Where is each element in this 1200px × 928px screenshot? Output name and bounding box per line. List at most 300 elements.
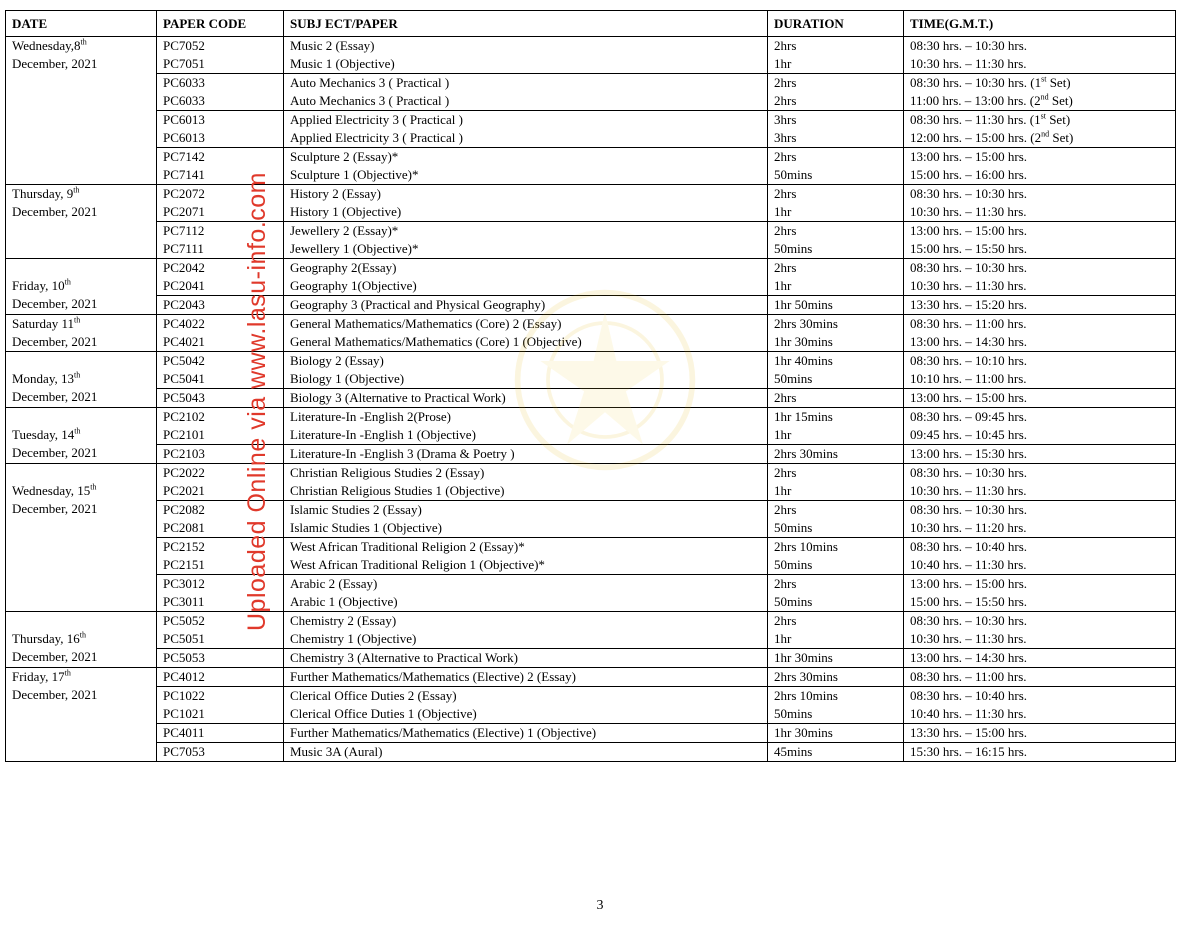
paper-code: PC2103 — [163, 446, 205, 461]
duration-value: 2hrs — [774, 223, 797, 238]
duration-cell — [768, 37, 904, 74]
paper-code: PC3011 — [163, 594, 205, 609]
time-text: 13:30 hrs. – 15:00 hrs. — [910, 725, 1027, 740]
duration-cell — [768, 74, 904, 111]
duration-value: 3hrs — [774, 130, 797, 145]
date-cell — [6, 668, 157, 762]
time-cell — [904, 743, 1176, 762]
duration-value: 50mins — [774, 520, 813, 535]
time-cell — [904, 389, 1176, 408]
time-range — [910, 575, 1169, 593]
subject-cell — [284, 74, 768, 111]
date-cell — [6, 37, 157, 185]
paper-code-cell — [157, 687, 284, 724]
duration-value: 45mins — [774, 744, 813, 759]
paper-code: PC6013 — [163, 130, 205, 145]
date-month-year: December, 2021 — [12, 296, 98, 311]
subject-name: Auto Mechanics 3 ( Practical ) — [290, 75, 450, 90]
subject-name: Christian Religious Studies 1 (Objective) — [290, 483, 505, 498]
duration-value: 2hrs — [774, 38, 797, 53]
duration-cell — [768, 315, 904, 352]
duration-cell — [768, 464, 904, 501]
subject-name: Music 1 (Objective) — [290, 56, 395, 71]
paper-code: PC2081 — [163, 520, 205, 535]
time-text: 09:45 hrs. – 10:45 hrs. — [910, 427, 1027, 442]
date-ordinal: th — [74, 370, 81, 380]
time-cell — [904, 724, 1176, 743]
duration-cell — [768, 222, 904, 259]
duration-cell — [768, 445, 904, 464]
date-cell — [6, 315, 157, 352]
date-weekday — [12, 426, 150, 444]
subject-name: Islamic Studies 2 (Essay) — [290, 502, 422, 517]
duration-cell — [768, 185, 904, 222]
set-ordinal: nd — [1040, 92, 1049, 102]
paper-code: PC2071 — [163, 204, 205, 219]
header-row — [6, 11, 1176, 37]
date-weekday — [12, 277, 150, 295]
table-row — [6, 612, 1176, 649]
duration-value: 2hrs — [774, 390, 797, 405]
duration-cell — [768, 575, 904, 612]
council-logo-watermark — [510, 285, 700, 475]
time-range — [910, 166, 1169, 184]
time-text: 08:30 hrs. – 10:40 hrs. — [910, 688, 1027, 703]
paper-code: PC2152 — [163, 539, 205, 554]
date-weekday — [12, 630, 150, 648]
subject-name: Sculpture 1 (Objective)* — [290, 167, 419, 182]
time-text: 13:00 hrs. – 15:00 hrs. — [910, 390, 1027, 405]
duration-value: 2hrs — [774, 576, 797, 591]
date-ordinal: th — [80, 37, 87, 47]
paper-code: PC2021 — [163, 483, 205, 498]
table-row — [6, 222, 1176, 259]
subject-name: Sculpture 2 (Essay)* — [290, 149, 399, 164]
duration-value: 1hr — [774, 631, 792, 646]
duration-value: 1hr — [774, 278, 792, 293]
duration-value: 2hrs — [774, 502, 797, 517]
time-range — [910, 111, 1169, 129]
subject-cell — [284, 612, 768, 649]
date-day: Monday, 13 — [12, 371, 74, 386]
date-ordinal: th — [73, 315, 81, 325]
duration-value: 1hr — [774, 483, 792, 498]
time-text: 08:30 hrs. – 10:30 hrs. — [910, 186, 1027, 201]
time-text: 10:40 hrs. – 11:30 hrs. — [910, 557, 1027, 572]
page-number: 3 — [596, 898, 604, 913]
duration-cell — [768, 668, 904, 687]
date-day: Friday, 10 — [12, 278, 65, 293]
paper-code-cell — [157, 37, 284, 74]
time-range — [910, 612, 1169, 630]
date-cell — [6, 259, 157, 315]
time-range — [910, 408, 1169, 426]
table-row — [6, 575, 1176, 612]
duration-value: 2hrs — [774, 75, 797, 90]
duration-value: 2hrs 30mins — [774, 446, 838, 461]
time-range — [910, 426, 1169, 444]
table-row — [6, 185, 1176, 222]
subject-name: Clerical Office Duties 1 (Objective) — [290, 706, 477, 721]
date-day: Friday, 17 — [12, 669, 65, 684]
time-text: 10:30 hrs. – 11:20 hrs. — [910, 520, 1027, 535]
paper-code: PC7051 — [163, 56, 205, 71]
subject-name: Arabic 1 (Objective) — [290, 594, 398, 609]
duration-value: 2hrs — [774, 260, 797, 275]
paper-code: PC2041 — [163, 278, 205, 293]
subject-cell — [284, 743, 768, 762]
date-month-year: December, 2021 — [12, 501, 98, 516]
time-text: 08:30 hrs. – 11:30 hrs. (1 — [910, 112, 1041, 127]
duration-value: 2hrs — [774, 186, 797, 201]
date-month-year: December, 2021 — [12, 445, 98, 460]
time-cell — [904, 408, 1176, 445]
time-range — [910, 240, 1169, 258]
duration-cell — [768, 501, 904, 538]
time-text: 15:00 hrs. – 16:00 hrs. — [910, 167, 1027, 182]
paper-code: PC7053 — [163, 744, 205, 759]
duration-value: 1hr 30mins — [774, 334, 833, 349]
paper-code: PC5042 — [163, 353, 205, 368]
time-cell — [904, 538, 1176, 575]
subject-name: General Mathematics/Mathematics (Core) 1 (Objective) — [290, 334, 582, 349]
date-month-year: December, 2021 — [12, 334, 98, 349]
time-range — [910, 630, 1169, 648]
time-range — [910, 501, 1169, 519]
subject-name: Christian Religious Studies 2 (Essay) — [290, 465, 485, 480]
date-weekday — [12, 315, 150, 333]
subject-name: Clerical Office Duties 2 (Essay) — [290, 688, 457, 703]
subject-name: Further Mathematics/Mathematics (Elective) 2 (Essay) — [290, 669, 576, 684]
subject-name: Literature-In -English 1 (Objective) — [290, 427, 476, 442]
paper-code: PC7052 — [163, 38, 205, 53]
paper-code: PC5053 — [163, 650, 205, 665]
date-weekday — [12, 482, 150, 500]
time-text: 13:00 hrs. – 15:30 hrs. — [910, 446, 1027, 461]
time-text: 08:30 hrs. – 10:10 hrs. — [910, 353, 1027, 368]
table-row — [6, 668, 1176, 687]
subject-cell — [284, 111, 768, 148]
time-text: 15:30 hrs. – 16:15 hrs. — [910, 744, 1027, 759]
table-row — [6, 687, 1176, 724]
paper-code: PC2042 — [163, 260, 205, 275]
table-row — [6, 724, 1176, 743]
time-cell — [904, 464, 1176, 501]
time-range — [910, 556, 1169, 574]
time-text: 10:30 hrs. – 11:30 hrs. — [910, 483, 1027, 498]
paper-code: PC5041 — [163, 371, 205, 386]
time-text: 12:00 hrs. – 15:00 hrs. (2 — [910, 130, 1042, 145]
time-range — [910, 464, 1169, 482]
time-range — [910, 593, 1169, 611]
paper-code: PC2102 — [163, 409, 205, 424]
duration-value: 50mins — [774, 167, 813, 182]
subject-name: Chemistry 2 (Essay) — [290, 613, 397, 628]
time-cell — [904, 501, 1176, 538]
duration-value: 1hr 50mins — [774, 297, 833, 312]
table-row — [6, 148, 1176, 185]
time-cell — [904, 687, 1176, 724]
time-text: 11:00 hrs. – 13:00 hrs. (2 — [910, 93, 1041, 108]
duration-cell — [768, 743, 904, 762]
time-text: 08:30 hrs. – 10:40 hrs. — [910, 539, 1027, 554]
date-cell — [6, 408, 157, 464]
duration-cell — [768, 408, 904, 445]
duration-cell — [768, 111, 904, 148]
table-row — [6, 501, 1176, 538]
date-month-year: December, 2021 — [12, 204, 98, 219]
set-ordinal: st — [1040, 111, 1046, 121]
header-subject: SUBJ ECT/PAPER — [284, 11, 768, 37]
duration-value: 1hr 40mins — [774, 353, 833, 368]
time-text: 08:30 hrs. – 10:30 hrs. — [910, 613, 1027, 628]
time-range — [910, 370, 1169, 388]
subject-name: Applied Electricity 3 ( Practical ) — [290, 130, 463, 145]
subject-cell — [284, 724, 768, 743]
date-cell — [6, 352, 157, 408]
duration-cell — [768, 724, 904, 743]
date-day: Thursday, 9 — [12, 186, 74, 201]
time-cell — [904, 612, 1176, 649]
paper-code: PC7111 — [163, 241, 204, 256]
paper-code-cell — [157, 74, 284, 111]
time-range — [910, 259, 1169, 277]
subject-cell — [284, 538, 768, 575]
time-range — [910, 37, 1169, 55]
paper-code: PC3012 — [163, 576, 205, 591]
duration-value: 50mins — [774, 241, 813, 256]
set-label: Set) — [1045, 112, 1071, 127]
time-range — [910, 724, 1169, 742]
time-range — [910, 389, 1169, 407]
time-text: 13:00 hrs. – 15:00 hrs. — [910, 223, 1027, 238]
duration-value: 2hrs — [774, 613, 797, 628]
date-ordinal: th — [64, 277, 71, 287]
time-cell — [904, 668, 1176, 687]
time-text: 10:30 hrs. – 11:30 hrs. — [910, 56, 1027, 71]
date-day: Thursday, 16 — [12, 631, 80, 646]
paper-code: PC4011 — [163, 725, 205, 740]
date-ordinal: th — [74, 426, 81, 436]
time-cell — [904, 575, 1176, 612]
subject-cell — [284, 185, 768, 222]
subject-name: History 1 (Objective) — [290, 204, 402, 219]
duration-value: 2hrs 10mins — [774, 539, 838, 554]
subject-cell — [284, 501, 768, 538]
duration-value: 2hrs — [774, 93, 797, 108]
subject-name: Geography 3 (Practical and Physical Geography) — [290, 297, 546, 312]
time-cell — [904, 315, 1176, 352]
duration-cell — [768, 259, 904, 296]
time-range — [910, 668, 1169, 686]
time-range — [910, 445, 1169, 463]
paper-code: PC2082 — [163, 502, 205, 517]
subject-name: West African Traditional Religion 2 (Essay)* — [290, 539, 525, 554]
time-range — [910, 649, 1169, 667]
time-range — [910, 519, 1169, 537]
subject-name: Music 2 (Essay) — [290, 38, 375, 53]
time-text: 10:30 hrs. – 11:30 hrs. — [910, 631, 1027, 646]
subject-name: West African Traditional Religion 1 (Objective)* — [290, 557, 545, 572]
time-text: 08:30 hrs. – 10:30 hrs. (1 — [910, 75, 1042, 90]
duration-value: 2hrs 10mins — [774, 688, 838, 703]
date-weekday — [12, 185, 150, 203]
set-label: Set) — [1046, 75, 1071, 90]
paper-code-cell — [157, 743, 284, 762]
duration-cell — [768, 612, 904, 649]
set-label: Set) — [1049, 130, 1074, 145]
date-day: Tuesday, 14 — [12, 427, 75, 442]
time-text: 08:30 hrs. – 10:30 hrs. — [910, 465, 1027, 480]
time-cell — [904, 445, 1176, 464]
duration-value: 3hrs — [774, 112, 797, 127]
time-text: 13:00 hrs. – 14:30 hrs. — [910, 334, 1027, 349]
paper-code-cell — [157, 724, 284, 743]
subject-name: Islamic Studies 1 (Objective) — [290, 520, 442, 535]
paper-code: PC5051 — [163, 631, 205, 646]
time-range — [910, 129, 1169, 147]
time-range — [910, 55, 1169, 73]
time-text: 08:30 hrs. – 09:45 hrs. — [910, 409, 1027, 424]
time-cell — [904, 74, 1176, 111]
time-range — [910, 705, 1169, 723]
duration-value: 1hr — [774, 56, 792, 71]
time-text: 13:00 hrs. – 14:30 hrs. — [910, 650, 1027, 665]
time-range — [910, 148, 1169, 166]
duration-value: 50mins — [774, 371, 813, 386]
time-range — [910, 687, 1169, 705]
time-cell — [904, 649, 1176, 668]
paper-code: PC6013 — [163, 112, 205, 127]
subject-name: Biology 3 (Alternative to Practical Work) — [290, 390, 506, 405]
duration-value: 1hr — [774, 427, 792, 442]
table-row — [6, 538, 1176, 575]
subject-cell — [284, 575, 768, 612]
time-cell — [904, 296, 1176, 315]
time-range — [910, 333, 1169, 351]
time-range — [910, 222, 1169, 240]
time-range — [910, 203, 1169, 221]
time-text: 08:30 hrs. – 10:30 hrs. — [910, 38, 1027, 53]
duration-cell — [768, 296, 904, 315]
subject-name: Biology 1 (Objective) — [290, 371, 405, 386]
table-row — [6, 74, 1176, 111]
duration-value: 50mins — [774, 706, 813, 721]
time-text: 08:30 hrs. – 10:30 hrs. — [910, 502, 1027, 517]
date-cell — [6, 612, 157, 668]
date-ordinal: th — [79, 630, 86, 640]
time-text: 10:30 hrs. – 11:30 hrs. — [910, 278, 1027, 293]
duration-cell — [768, 389, 904, 408]
date-ordinal: th — [64, 668, 71, 678]
paper-code: PC6033 — [163, 75, 205, 90]
subject-name: Geography 2(Essay) — [290, 260, 397, 275]
time-range — [910, 538, 1169, 556]
duration-value: 1hr 30mins — [774, 650, 833, 665]
table-row — [6, 649, 1176, 668]
time-cell — [904, 37, 1176, 74]
subject-name: Geography 1(Objective) — [290, 278, 417, 293]
duration-value: 2hrs — [774, 149, 797, 164]
subject-name: History 2 (Essay) — [290, 186, 381, 201]
paper-code: PC4012 — [163, 669, 205, 684]
time-text: 08:30 hrs. – 11:00 hrs. — [910, 316, 1027, 331]
duration-value: 1hr 30mins — [774, 725, 833, 740]
subject-name: General Mathematics/Mathematics (Core) 2 (Essay) — [290, 316, 562, 331]
duration-value: 2hrs — [774, 465, 797, 480]
duration-cell — [768, 148, 904, 185]
time-text: 08:30 hrs. – 10:30 hrs. — [910, 260, 1027, 275]
paper-code: PC5043 — [163, 390, 205, 405]
header-paper-code: PAPER CODE — [157, 11, 284, 37]
time-text: 10:40 hrs. – 11:30 hrs. — [910, 706, 1027, 721]
time-text: 15:00 hrs. – 15:50 hrs. — [910, 241, 1027, 256]
paper-code: PC2022 — [163, 465, 205, 480]
subject-cell — [284, 668, 768, 687]
date-cell — [6, 464, 157, 612]
date-day: Wednesday,8 — [12, 38, 81, 53]
paper-code: PC2101 — [163, 427, 205, 442]
time-range — [910, 296, 1169, 314]
date-month-year: December, 2021 — [12, 649, 98, 664]
subject-name: Auto Mechanics 3 ( Practical ) — [290, 93, 450, 108]
time-text: 13:00 hrs. – 15:00 hrs. — [910, 576, 1027, 591]
table-row — [6, 111, 1176, 148]
duration-value: 1hr — [774, 204, 792, 219]
subject-cell — [284, 222, 768, 259]
set-ordinal: st — [1041, 74, 1047, 84]
time-text: 10:10 hrs. – 11:00 hrs. — [910, 371, 1027, 386]
date-month-year: December, 2021 — [12, 687, 98, 702]
time-cell — [904, 111, 1176, 148]
time-cell — [904, 185, 1176, 222]
date-weekday — [12, 37, 150, 55]
paper-code: PC7142 — [163, 149, 205, 164]
date-month-year: December, 2021 — [12, 56, 98, 71]
time-range — [910, 482, 1169, 500]
time-range — [910, 743, 1169, 761]
paper-code: PC7141 — [163, 167, 205, 182]
subject-cell — [284, 148, 768, 185]
paper-code: PC1021 — [163, 706, 205, 721]
subject-name: Biology 2 (Essay) — [290, 353, 384, 368]
subject-name: Further Mathematics/Mathematics (Elective) 1 (Objective) — [290, 725, 597, 740]
subject-name: Literature-In -English 2(Prose) — [290, 409, 452, 424]
duration-cell — [768, 538, 904, 575]
time-text: 08:30 hrs. – 11:00 hrs. — [910, 669, 1027, 684]
header-date: DATE — [6, 11, 157, 37]
duration-cell — [768, 352, 904, 389]
subject-name: Arabic 2 (Essay) — [290, 576, 378, 591]
date-ordinal: th — [90, 482, 97, 492]
paper-code: PC2072 — [163, 186, 205, 201]
time-cell — [904, 148, 1176, 185]
time-range — [910, 92, 1169, 110]
subject-cell — [284, 649, 768, 668]
date-day: Wednesday, 15 — [12, 483, 91, 498]
subject-name: Music 3A (Aural) — [290, 744, 383, 759]
table-row — [6, 743, 1176, 762]
paper-code: PC2043 — [163, 297, 205, 312]
time-cell — [904, 222, 1176, 259]
duration-value: 1hr 15mins — [774, 409, 833, 424]
date-weekday — [12, 370, 150, 388]
paper-code: PC4021 — [163, 334, 205, 349]
subject-name: Jewellery 1 (Objective)* — [290, 241, 419, 256]
paper-code: PC6033 — [163, 93, 205, 108]
duration-cell — [768, 649, 904, 668]
set-ordinal: nd — [1041, 129, 1050, 139]
